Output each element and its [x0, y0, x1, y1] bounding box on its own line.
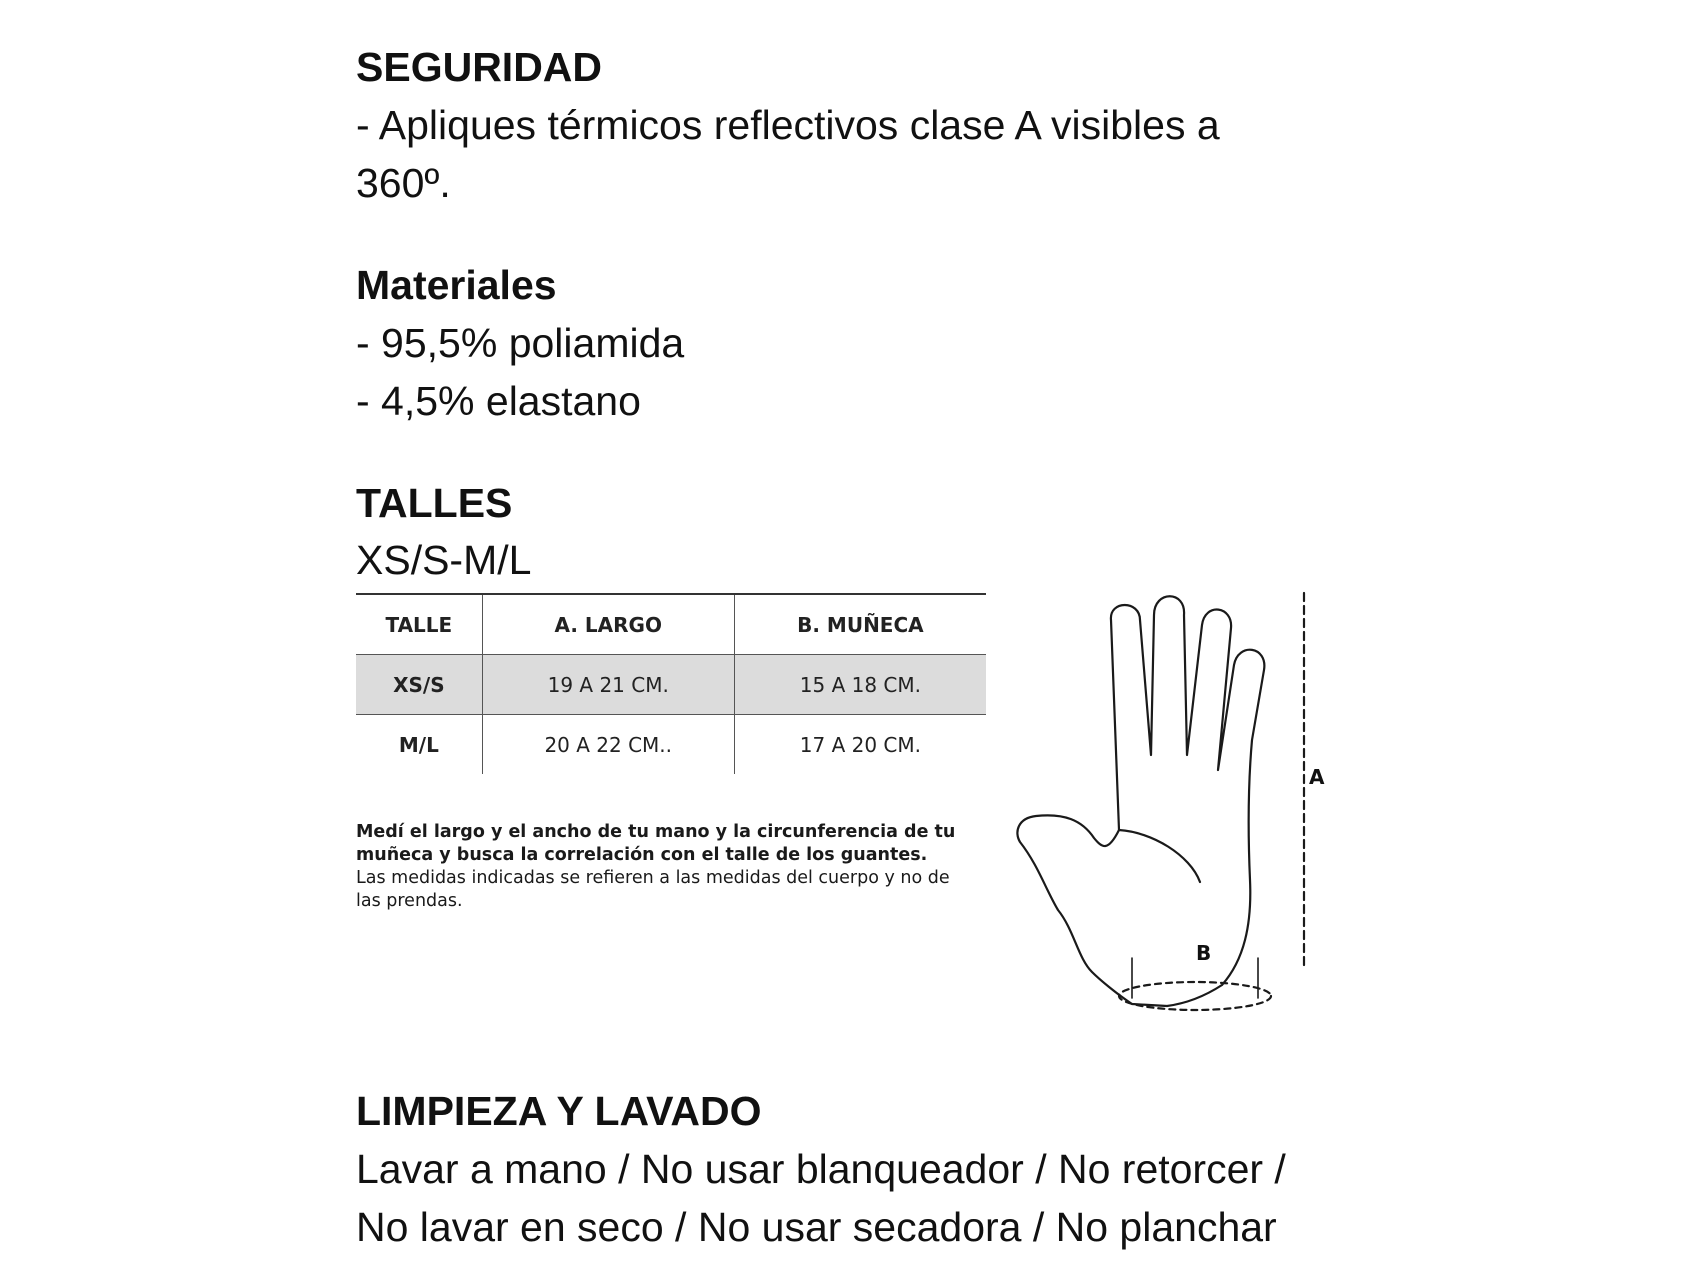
table-header-row: [356, 594, 986, 655]
hand-outline: [1017, 596, 1264, 1006]
cell-largo: 19 A 21 CM.: [482, 655, 734, 715]
size-table: [356, 593, 986, 774]
cell-muneca: 15 A 18 CM.: [734, 655, 986, 715]
palm-crease: [1119, 830, 1200, 882]
table-row: [356, 715, 986, 775]
limpieza-line-1: Lavar a mano / No usar blanqueador / No retorcer /: [356, 1146, 1286, 1192]
hand-illustration: [1012, 580, 1332, 1020]
cell-muneca: 17 A 20 CM.: [734, 715, 986, 775]
seguridad-line-2: 360º.: [356, 160, 451, 206]
label-b: B: [1196, 941, 1212, 965]
cell-size: XS/S: [356, 655, 482, 715]
measure-note-disclaimer: Las medidas indicadas se refieren a las medidas del cuerpo y no de las prendas.: [356, 868, 950, 911]
column-header-largo: A. LARGO: [482, 594, 734, 655]
hand-measure-diagram: [1012, 580, 1332, 1020]
seguridad-title: SEGURIDAD: [356, 44, 603, 90]
column-header-muneca: B. MUÑECA: [734, 594, 986, 655]
table-row: [356, 655, 986, 715]
column-header-talle: TALLE: [356, 594, 482, 655]
measure-note: [356, 821, 976, 913]
materiales-item: - 4,5% elastano: [356, 378, 641, 424]
limpieza-title: LIMPIEZA Y LAVADO: [356, 1088, 762, 1134]
talles-sizes: XS/S-M/L: [356, 537, 532, 583]
talles-title: TALLES: [356, 480, 513, 526]
label-a: A: [1309, 765, 1325, 789]
measure-note-instruction: Medí el largo y el ancho de tu mano y la circunferencia de tu muñeca y busca la correlación con el talle de los guantes.: [356, 822, 956, 865]
seguridad-line-1: - Apliques térmicos reflectivos clase A visibles a: [356, 102, 1220, 148]
cell-largo: 20 A 22 CM..: [482, 715, 734, 775]
materiales-title: Materiales: [356, 262, 557, 308]
cell-size: M/L: [398, 732, 439, 757]
wrist-circumference: [1119, 982, 1271, 1010]
limpieza-line-2: No lavar en seco / No usar secadora / No planchar: [356, 1204, 1277, 1250]
materiales-item: - 95,5% poliamida: [356, 320, 685, 366]
